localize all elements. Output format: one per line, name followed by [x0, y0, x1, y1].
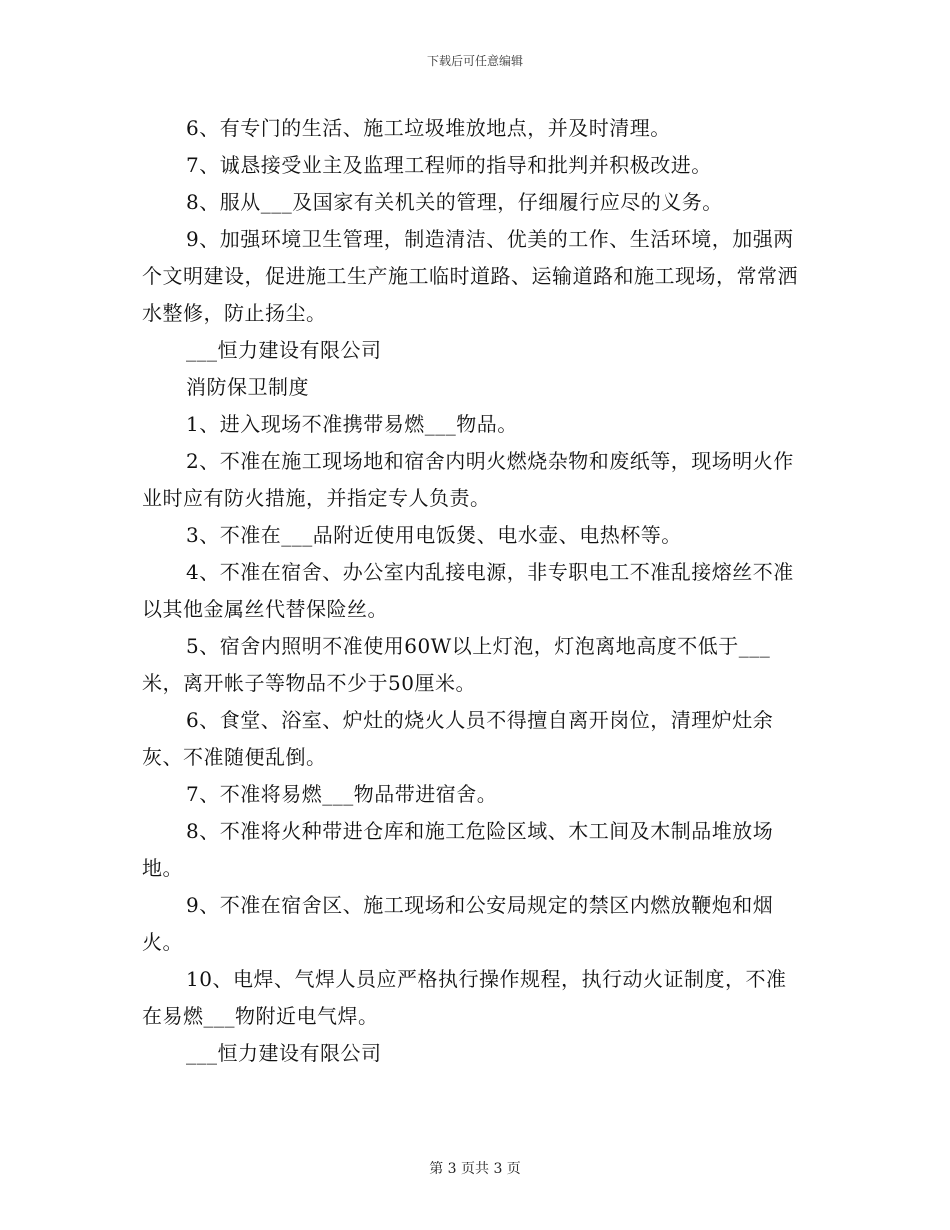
paragraph: 8、不准将火种带进仓库和施工危险区域、木工间及木制品堆放场地。	[142, 819, 774, 880]
paragraph: 7、诚恳接受业主及监理工程师的指导和批判并积极改进。	[186, 153, 712, 177]
document-body	[142, 110, 802, 1072]
paragraph: 5、宿舍内照明不准使用60W以上灯泡，灯泡离地高度不低于___米，离开帐子等物品不少于50厘米。	[142, 634, 771, 695]
company-signature: ___恒力建设有限公司	[186, 338, 382, 362]
paragraph: 4、不准在宿舍、办公室内乱接电源，非专职电工不准乱接熔丝不准以其他金属丝代替保险丝。	[142, 560, 794, 621]
paragraph: 9、不准在宿舍区、施工现场和公安局规定的禁区内燃放鞭炮和烟火。	[142, 893, 774, 954]
paragraph: 6、有专门的生活、施工垃圾堆放地点，并及时清理。	[186, 116, 671, 140]
paragraph: 6、食堂、浴室、炉灶的烧火人员不得擅自离开岗位，清理炉灶余灰、不准随便乱倒。	[142, 708, 774, 769]
paragraph: 8、服从___及国家有关机关的管理，仔细履行应尽的义务。	[186, 190, 723, 214]
paragraph: 9、加强环境卫生管理，制造清洁、优美的工作、生活环境，加强两个文明建设，促进施工生产施工临时道路、运输道路和施工现场，常常洒水整修，防止扬尘。	[142, 227, 798, 325]
paragraph: 3、不准在___品附近使用电饭煲、电水壶、电热杯等。	[186, 523, 682, 547]
page-footer: 第 3 页共 3 页	[429, 1161, 521, 1177]
page-header: 下载后可任意编辑	[426, 54, 523, 68]
paragraph: 10、电焊、气焊人员应严格执行操作规程，执行动火证制度，不准在易燃___物附近电气焊。	[142, 967, 787, 1028]
company-signature: ___恒力建设有限公司	[186, 1041, 382, 1065]
paragraph: 2、不准在施工现场地和宿舍内明火燃烧杂物和废纸等，现场明火作业时应有防火措施，并指定专人负责。	[142, 449, 794, 510]
paragraph: 1、进入现场不准携带易燃___物品。	[186, 412, 518, 436]
paragraph: 7、不准将易燃___物品带进宿舍。	[186, 782, 498, 806]
section-title: 消防保卫制度	[186, 375, 309, 399]
